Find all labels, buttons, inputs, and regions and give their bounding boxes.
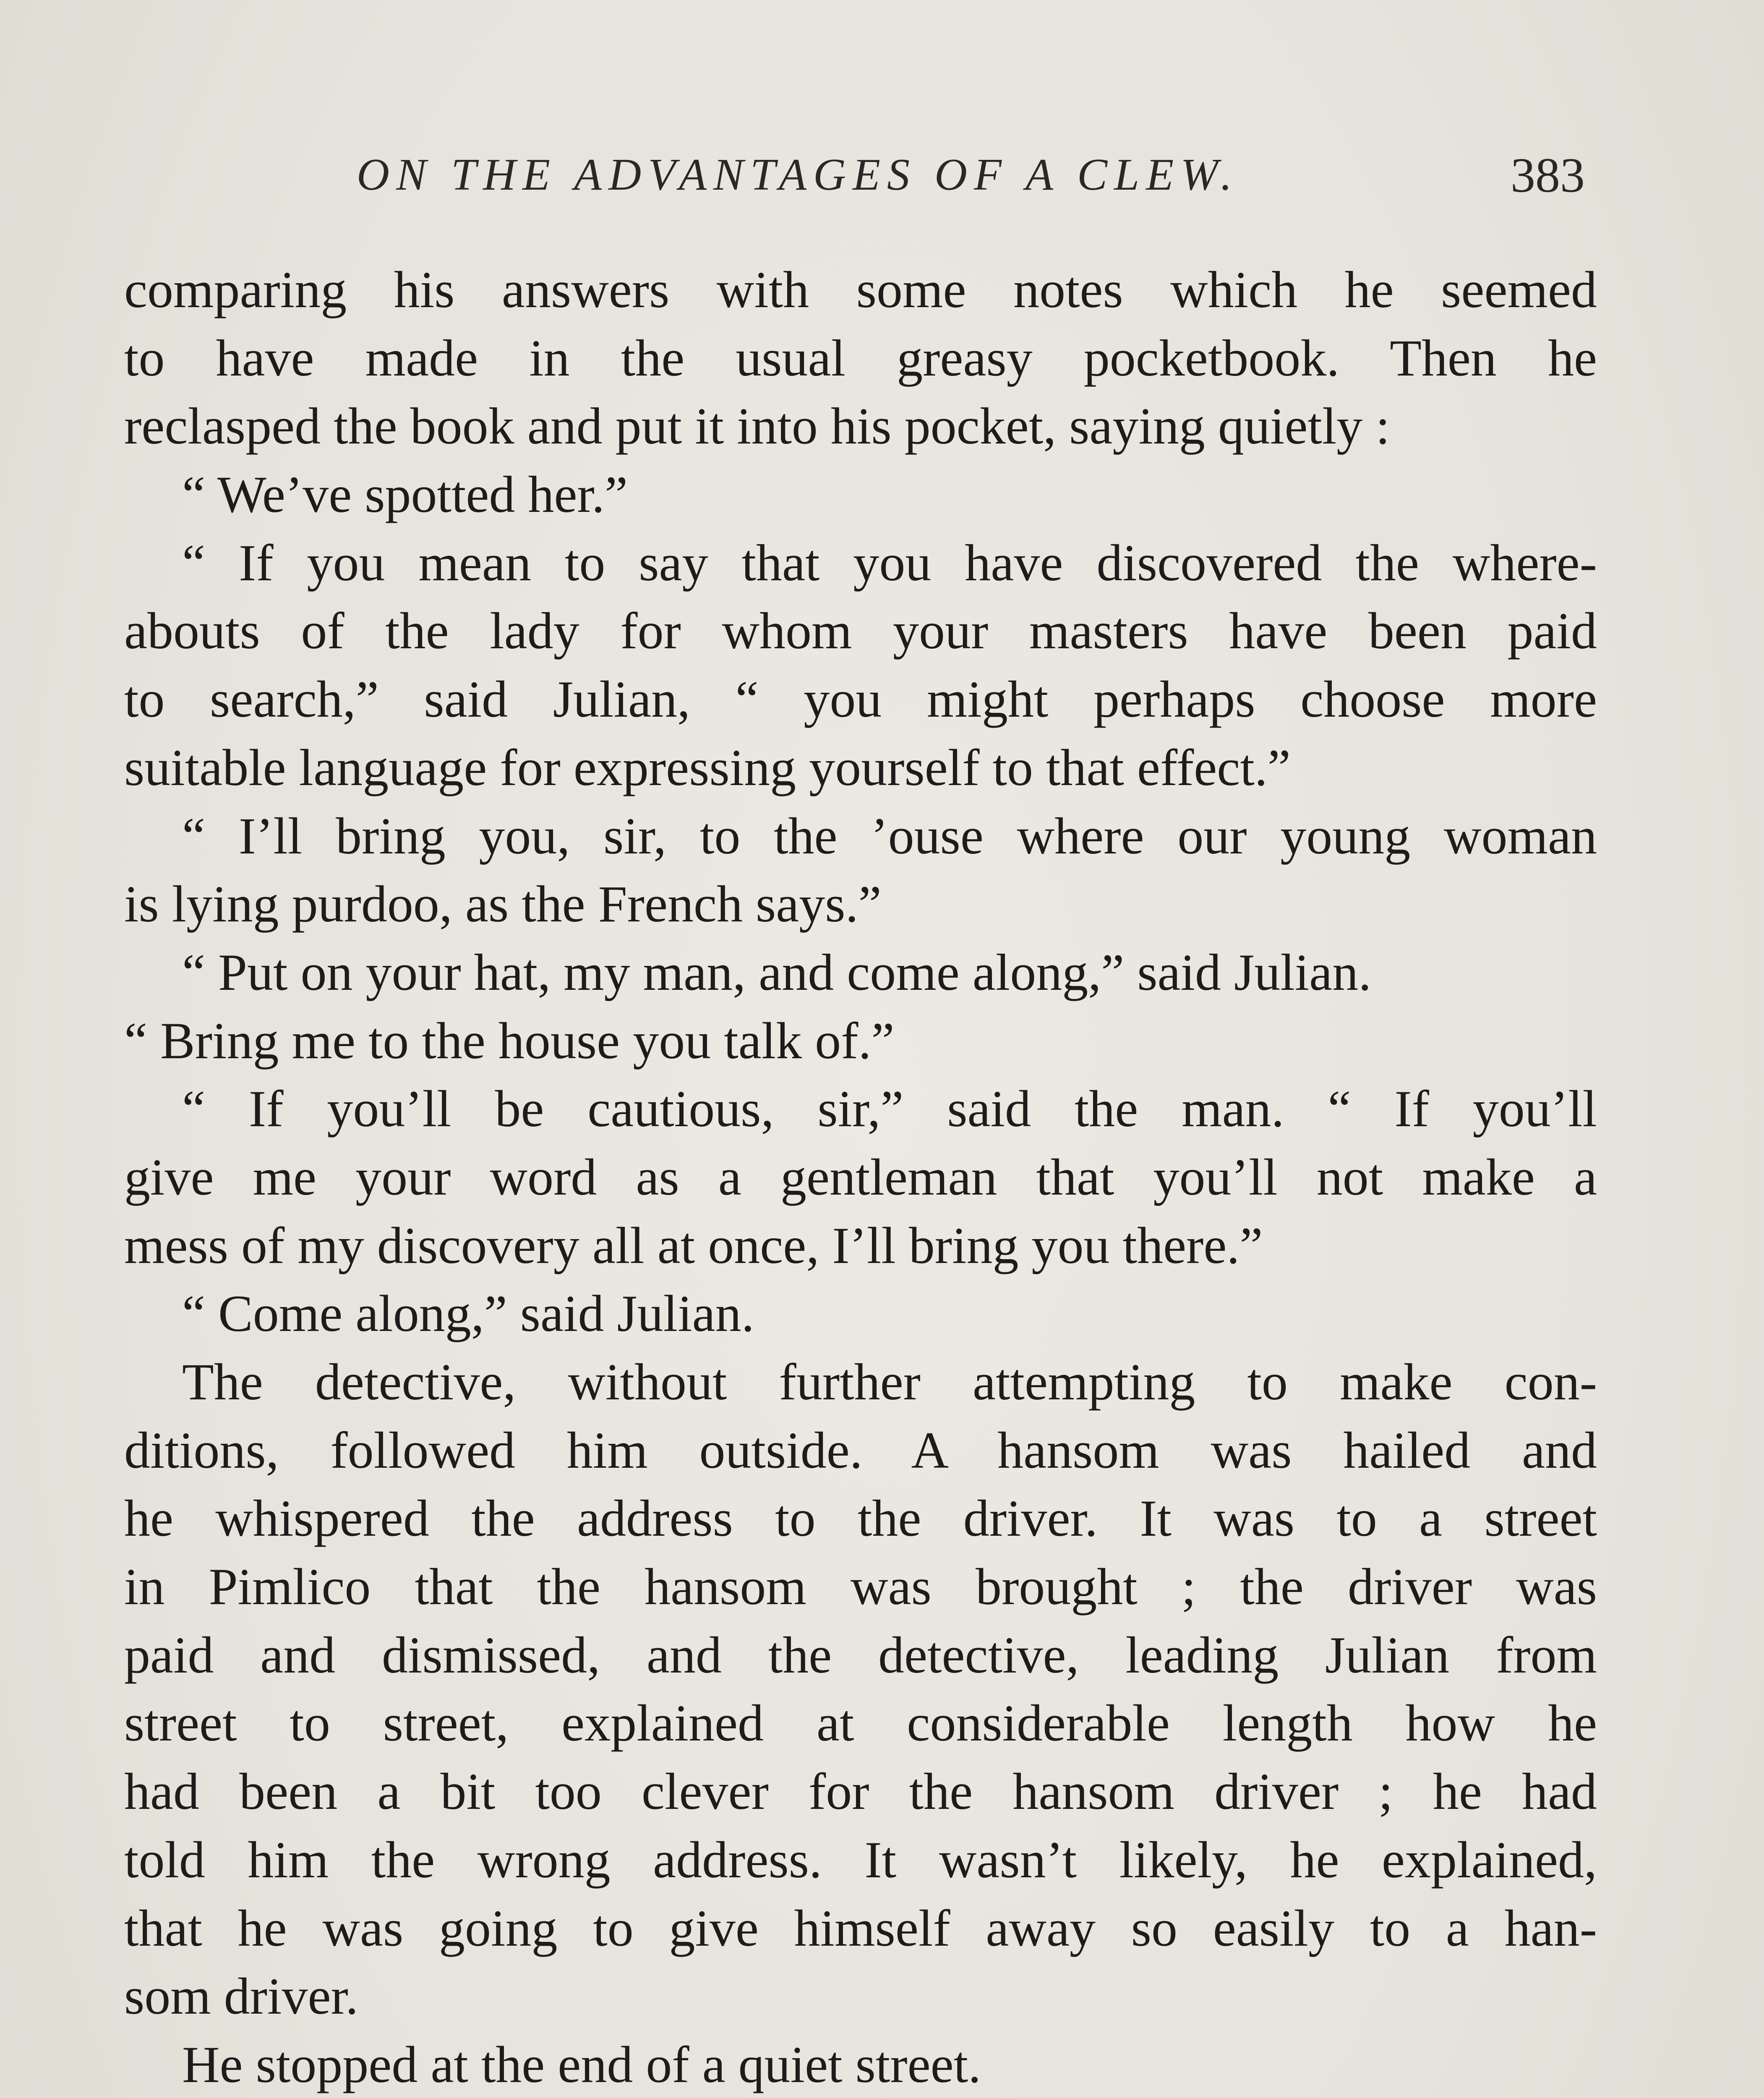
text-line: “ If you mean to say that you have discovered the where- [182,534,1597,592]
text-line: The detective, without further attempting to make con- [182,1353,1597,1411]
text-line: abouts of the lady for whom your masters have been paid [124,602,1597,660]
text-line: he whispered the address to the driver. It was to a street [124,1490,1597,1547]
text-line: “ If you’ll be cautious, sir,” said the man. “ If you’ll [182,1080,1597,1138]
text-line: that he was going to give himself away so easily to a han- [124,1899,1597,1957]
text-line: had been a bit too clever for the hansom driver ; he had [124,1763,1597,1821]
text-line: “ We’ve spotted her.” [182,466,628,524]
text-line: in Pimlico that the hansom was brought ; the driver was [124,1558,1597,1616]
text-line: told him the wrong address. It wasn’t likely, he explained, [124,1831,1597,1889]
text-line: He stopped at the end of a quiet street. [182,2035,981,2093]
text-line: to have made in the usual greasy pocketbook. Then he [124,329,1597,387]
text-line: street to street, explained at considerable length how he [124,1694,1597,1752]
text-line: ditions, followed him outside. A hansom was hailed and [124,1421,1597,1479]
text-line: som driver. [124,1968,358,2025]
text-line: “ Put on your hat, my man, and come along,” said Julian. [182,943,1372,1001]
text-line: “ Come along,” said Julian. [182,1285,754,1343]
text-line: paid and dismissed, and the detective, leading Julian from [124,1626,1597,1684]
text-line: to search,” said Julian, “ you might perhaps choose more [124,671,1597,728]
text-line: reclasped the book and put it into his pocket, saying quietly : [124,397,1390,455]
page-number: 383 [1511,148,1585,203]
running-title: ON THE ADVANTAGES OF A CLEW. [357,150,1239,200]
text-line: mess of my discovery all at once, I’ll bring you there.” [124,1216,1263,1274]
text-line: “ Bring me to the house you talk of.” [124,1012,895,1070]
text-line: “ I’ll bring you, sir, to the ’ouse where our young woman [182,807,1597,865]
text-line: comparing his answers with some notes which he seemed [124,261,1597,318]
body-text [124,256,1597,2098]
text-line: give me your word as a gentleman that you’ll not make a [124,1148,1597,1206]
text-line: suitable language for expressing yourself to that effect.” [124,738,1291,796]
text-line: is lying purdoo, as the French says.” [124,875,882,933]
